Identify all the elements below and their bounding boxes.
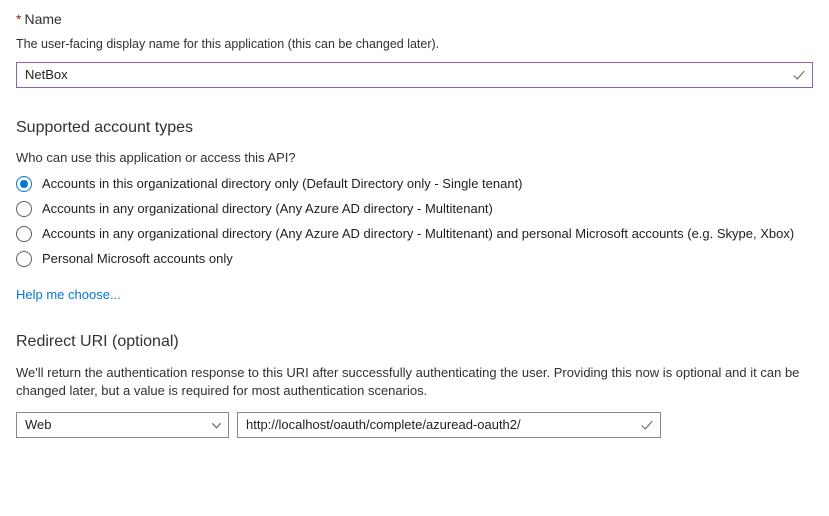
checkmark-icon (640, 418, 654, 432)
radio-icon (16, 226, 32, 242)
radio-single-tenant[interactable] (16, 176, 813, 192)
redirect-uri-input[interactable] (237, 412, 661, 438)
radio-icon (16, 201, 32, 217)
name-helper-text: The user-facing display name for this application (this can be changed later). (16, 37, 440, 51)
chevron-down-icon (211, 420, 222, 431)
required-marker: * (16, 11, 22, 27)
radio-label: Accounts in any organizational directory (Any Azure AD directory - Multitenant) and personal Microsoft accounts (e.g. Skype, Xbox) (42, 226, 795, 241)
redirect-uri-row (16, 412, 813, 438)
radio-label: Accounts in any organizational directory (Any Azure AD directory - Multitenant) (42, 201, 493, 216)
help-me-choose-link[interactable]: Help me choose... (16, 287, 121, 302)
radio-personal-only[interactable] (16, 251, 813, 267)
checkmark-icon (792, 68, 806, 82)
radio-icon (16, 176, 32, 192)
platform-select[interactable] (16, 412, 229, 438)
radio-label: Accounts in this organizational directory only (Default Directory only - Single tenant) (42, 176, 523, 191)
redirect-uri-input-value: http://localhost/oauth/complete/azuread-oauth2/ (246, 417, 521, 432)
name-input-value[interactable]: NetBox (25, 67, 68, 82)
account-types-heading: Supported account types (16, 119, 194, 136)
radio-label: Personal Microsoft accounts only (42, 251, 233, 266)
name-field-label (16, 10, 813, 28)
account-types-radio-group (16, 176, 813, 267)
redirect-uri-heading: Redirect URI (optional) (16, 333, 179, 350)
radio-multitenant-and-personal[interactable] (16, 226, 813, 242)
account-types-question: Who can use this application or access this API? (16, 150, 296, 165)
radio-multitenant[interactable] (16, 201, 813, 217)
platform-select-value: Web (25, 417, 52, 432)
redirect-uri-description: We'll return the authentication response to this URI after successfully authenticating the user. Providing this now is optional and it can be changed later, but a value is required for most authentication scenarios. (16, 365, 800, 398)
radio-icon (16, 251, 32, 267)
name-input[interactable] (16, 62, 813, 88)
name-label-text: Name (24, 11, 62, 27)
